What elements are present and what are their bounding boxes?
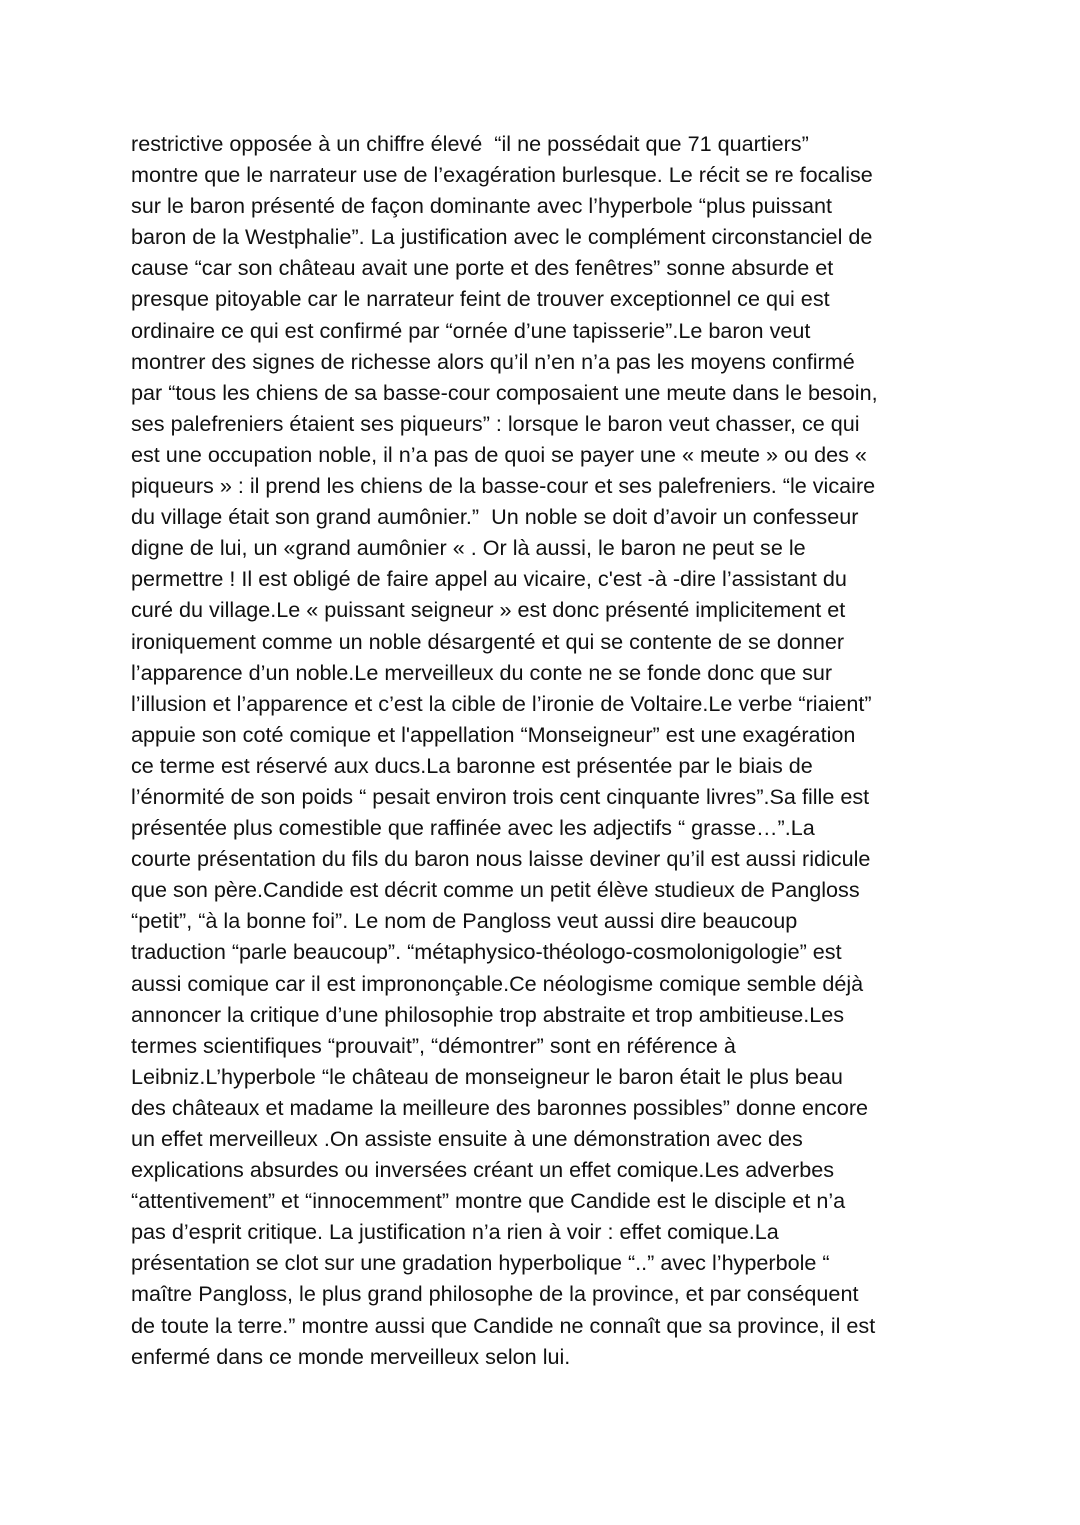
text-line: pas d’esprit critique. La justification n’a rien à voir : effet comique.La bbox=[131, 1219, 779, 1245]
text-line: des châteaux et madame la meilleure des baronnes possibles” donne encore bbox=[131, 1094, 869, 1120]
text-line: digne de lui, un «grand aumônier « . Or là aussi, le baron ne peut se le bbox=[131, 535, 806, 561]
text-line: termes scientifiques “prouvait”, “démontrer” sont en référence à bbox=[131, 1032, 736, 1058]
text-line: ce terme est réservé aux ducs.La baronne est présentée par le biais de bbox=[131, 752, 813, 778]
text-line: est une occupation noble, il n’a pas de quoi se payer une « meute » ou des « bbox=[131, 441, 867, 467]
text-line: aussi comique car il est imprononçable.Ce néologisme comique semble déjà bbox=[131, 970, 864, 996]
text-line: de toute la terre.” montre aussi que Candide ne connaît que sa province, il est bbox=[131, 1312, 876, 1338]
text-line: appuie son coté comique et l'appellation “Monseigneur” est une exagération bbox=[131, 721, 856, 747]
text-line: baron de la Westphalie”. La justification avec le complément circonstanciel de bbox=[131, 224, 873, 250]
text-line: courte présentation du fils du baron nous laisse deviner qu’il est aussi ridicule bbox=[131, 846, 871, 872]
body-text bbox=[131, 128, 961, 1372]
text-line: restrictive opposée à un chiffre élevé “il ne possédait que 71 quartiers” bbox=[131, 131, 809, 156]
text-line: ironiquement comme un noble désargenté et qui se contente de se donner bbox=[131, 628, 845, 654]
text-line: que son père.Candide est décrit comme un petit élève studieux de Pangloss bbox=[131, 877, 860, 903]
text-line: montrer des signes de richesse alors qu’il n’en n’a pas les moyens confirmé bbox=[131, 348, 855, 374]
text-line: traduction “parle beaucoup”. “métaphysico-théologo-cosmolonigologie” est bbox=[131, 939, 842, 965]
text-line: sur le baron présenté de façon dominante avec l’hyperbole “plus puissant bbox=[131, 193, 833, 219]
text-line: présentation se clot sur une gradation hyperbolique “..” avec l’hyperbole “ bbox=[131, 1250, 830, 1276]
text-line: ordinaire ce qui est confirmé par “ornée d’une tapisserie”.Le baron veut bbox=[131, 317, 811, 343]
text-line: ses palefreniers étaient ses piqueurs” : lorsque le baron veut chasser, ce qui bbox=[131, 410, 860, 436]
text-line: permettre ! Il est obligé de faire appel au vicaire, c'est -à -dire l’assistant du bbox=[131, 566, 847, 592]
text-line: “attentivement” et “innocemment” montre que Candide est le disciple et n’a bbox=[131, 1188, 846, 1214]
text-line: par “tous les chiens de sa basse-cour composaient une meute dans le besoin, bbox=[131, 379, 878, 405]
text-line: un effet merveilleux .On assiste ensuite à une démonstration avec des bbox=[131, 1126, 803, 1151]
text-line: maître Pangloss, le plus grand philosophe de la province, et par conséquent bbox=[131, 1281, 859, 1307]
text-line: piqueurs » : il prend les chiens de la basse-cour et ses palefreniers. “le vicaire bbox=[131, 473, 876, 499]
text-line: annoncer la critique d’une philosophie trop abstraite et trop ambitieuse.Les bbox=[131, 1001, 845, 1027]
text-line: montre que le narrateur use de l’exagération burlesque. Le récit se re focalise bbox=[131, 162, 873, 188]
text-line: presque pitoyable car le narrateur feint de trouver exceptionnel ce qui est bbox=[131, 286, 830, 312]
text-line: du village était son grand aumônier.” Un noble se doit d’avoir un confesseur bbox=[131, 504, 859, 530]
text-line: curé du village.Le « puissant seigneur » est donc présenté implicitement et bbox=[131, 597, 846, 623]
text-line: explications absurdes ou inversées créant un effet comique.Les adverbes bbox=[131, 1157, 835, 1183]
text-line: cause “car son château avait une porte et des fenêtres” sonne absurde et bbox=[131, 255, 834, 281]
text-line: présentée plus comestible que raffinée avec les adjectifs “ grasse…”.La bbox=[131, 815, 815, 841]
text-line: enfermé dans ce monde merveilleux selon lui. bbox=[131, 1343, 571, 1369]
text-line: “petit”, “à la bonne foi”. Le nom de Pangloss veut aussi dire beaucoup bbox=[131, 908, 798, 934]
text-line: l’apparence d’un noble.Le merveilleux du conte ne se fonde donc que sur bbox=[131, 659, 833, 685]
text-line: l’illusion et l’apparence et c’est la cible de l’ironie de Voltaire.Le verbe “riaient” bbox=[131, 690, 872, 716]
text-line: l’énormité de son poids “ pesait environ trois cent cinquante livres”.Sa fille est bbox=[131, 783, 870, 809]
text-line: Leibniz.L’hyperbole “le château de monseigneur le baron était le plus beau bbox=[131, 1063, 843, 1089]
